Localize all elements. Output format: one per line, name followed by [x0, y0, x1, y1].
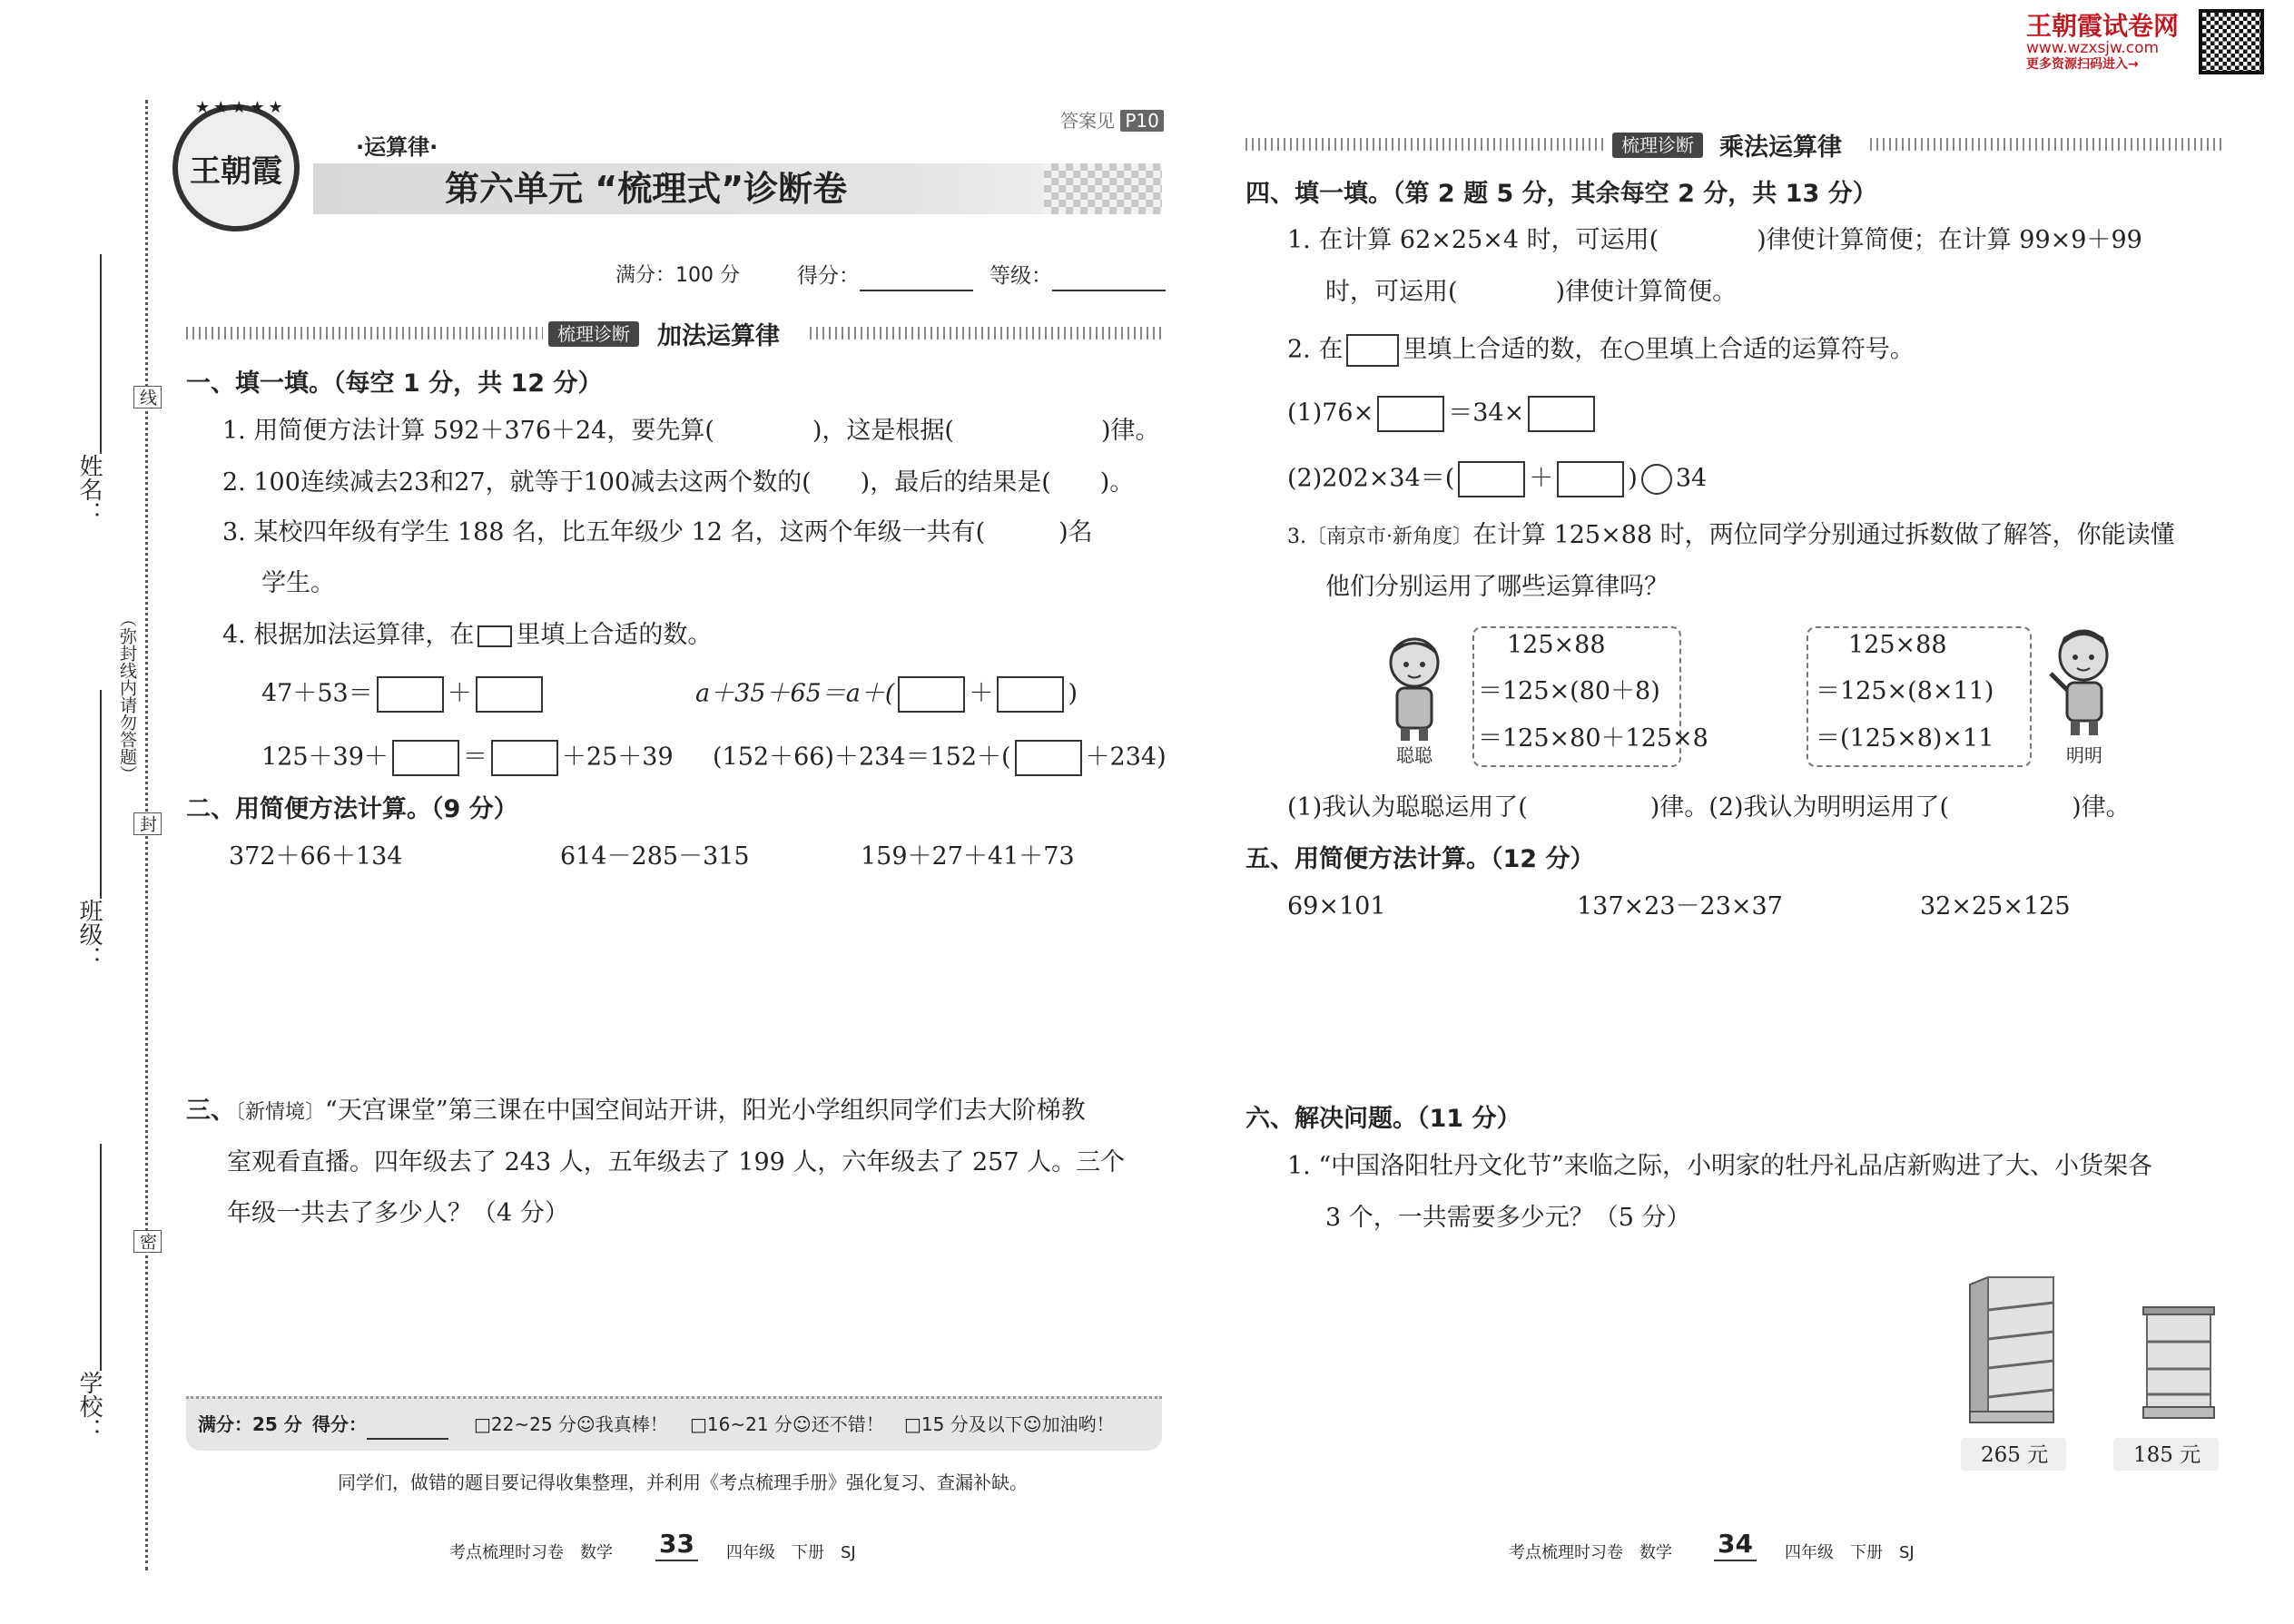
q1-item2: 2. 100连续减去23和27，就等于100减去这两个数的( )，最后的结果是( )。 — [222, 468, 1135, 497]
section-mul-rule-left — [1245, 138, 1607, 151]
answer-box[interactable] — [997, 676, 1064, 713]
class-underline — [100, 690, 102, 899]
name-underline — [100, 254, 102, 454]
answer-ref-label: 答案见 — [1060, 110, 1115, 132]
section-mul-tag: 梳理诊断 — [1612, 133, 1703, 158]
q2-expr1: 372＋66＋134 — [229, 842, 403, 871]
topic-label: ·运算律· — [356, 134, 438, 160]
smile-icon: ☺ — [576, 1413, 596, 1435]
page-title: 第六单元 “梳理式”诊断卷 — [445, 169, 848, 209]
small-shelf-image — [2138, 1305, 2220, 1422]
section-add-title: 加法运算律 — [657, 322, 780, 350]
grade-label: 等级： — [989, 264, 1052, 288]
smile-icon: ☺ — [792, 1413, 812, 1435]
q3-line2: 室观看直播。四年级去了 243 人，五年级去了 199 人，六年级去了 257 人。三个 — [227, 1148, 1126, 1176]
q4-title: 四、填一填。（第 2 题 5 分，其余每空 2 分，共 13 分） — [1245, 180, 1877, 208]
q5-expr2: 137×23－23×37 — [1577, 892, 1783, 920]
seal-notice: （弥封线内请勿答题） — [117, 610, 137, 782]
p2-a: (2)202×34＝( — [1287, 464, 1455, 493]
site-name: 王朝霞试卷网 — [2026, 11, 2180, 41]
congcong-label: 聪聪 — [1396, 744, 1433, 766]
answer-box[interactable] — [898, 676, 965, 713]
q1-item1: 1. 用简便方法计算 592＋376＋24，要先算( )，这是根据( )律。 — [222, 417, 1160, 445]
congcong-line2: ＝125×(80＋8) — [1478, 677, 1660, 705]
q1-item3-line2: 学生。 — [261, 569, 335, 597]
mingming-line2: ＝125×(8×11) — [1816, 677, 1994, 705]
answer-box[interactable] — [1458, 461, 1525, 497]
q2-title: 二、用简便方法计算。（9 分） — [186, 795, 518, 823]
full-score: 满分：100 分 — [615, 264, 740, 287]
bar-option3-text: 加油哟！ — [1041, 1413, 1115, 1435]
eq3-a: 125＋39＋ — [261, 743, 389, 772]
footer-left-page: 33 — [655, 1529, 698, 1561]
q4-item1-line2: 时，可运用( )律使计算简便。 — [1325, 278, 1738, 306]
eq2-a: a＋35＋65＝a＋( — [695, 679, 895, 708]
bar-score-label: 得分： — [312, 1413, 367, 1435]
large-shelf-price: 265 元 — [1981, 1443, 2049, 1467]
footer-left-grade: 四年级 下册 SJ — [726, 1543, 856, 1562]
school-label: 学校： — [75, 1371, 103, 1442]
bar-option1[interactable] — [474, 1409, 668, 1440]
bar-option2[interactable] — [690, 1409, 884, 1440]
boy-mingming-figure — [2047, 626, 2118, 740]
q6-line1: 1. “中国洛阳牡丹文化节”来临之际，小明家的牡丹礼品店新购进了大、小货架各 — [1287, 1152, 2152, 1180]
q3-tag: 〔新情境〕 — [235, 1101, 326, 1124]
bar-score-blank[interactable] — [367, 1418, 448, 1440]
q1-item4-post: 里填上合适的数。 — [516, 621, 713, 649]
section-mul-title: 乘法运算律 — [1719, 133, 1842, 162]
school-underline — [100, 1144, 102, 1371]
section-add-rule-left — [186, 327, 543, 340]
mingming-line3: ＝(125×8)×11 — [1816, 724, 1994, 753]
boy-congcong-figure — [1383, 635, 1446, 744]
bar-option3[interactable] — [904, 1409, 1115, 1440]
q6-line2: 3 个，一共需要多少元？（5 分） — [1325, 1204, 1691, 1232]
q1-eq1 — [261, 676, 546, 713]
q1-item4-pre: 4. 根据加法运算律，在 — [222, 621, 475, 649]
eq2-c: ) — [1068, 679, 1078, 708]
eq1-b: ＋ — [447, 679, 472, 708]
q4-item2-post: 里填上合适的数，在○里填上合适的运算符号。 — [1403, 335, 1915, 364]
score-label: 得分： — [797, 264, 860, 288]
bar-option2-range: □16~21 分 — [690, 1413, 793, 1435]
banner-checker — [1044, 163, 1162, 214]
review-tip: 同学们，做错的题目要记得收集整理，并利用《考点梳理手册》强化复习、查漏补缺。 — [338, 1471, 1028, 1493]
logo-text: 王朝霞 — [190, 153, 282, 190]
bar-option3-range: □15 分及以下 — [904, 1413, 1023, 1435]
answer-box[interactable] — [1377, 396, 1444, 432]
q4-item3-answer: (1)我认为聪聪运用了( )律。(2)我认为明明运用了( )律。 — [1287, 793, 2131, 822]
mingming-label: 明明 — [2066, 744, 2102, 766]
eq1-a: 47＋53＝ — [261, 679, 373, 708]
score-field[interactable] — [797, 261, 973, 291]
q3-line1 — [186, 1096, 1086, 1128]
q4-p2 — [1287, 461, 1707, 497]
congcong-line1: 125×88 — [1507, 631, 1606, 659]
seal-mark-line: 线 — [133, 386, 162, 408]
answer-box[interactable] — [392, 740, 459, 776]
q1-eq3 — [261, 740, 674, 776]
footer-right-book: 考点梳理时习卷 数学 — [1509, 1543, 1672, 1562]
smile-icon: ☺ — [1022, 1413, 1042, 1435]
eq2-b: ＋ — [969, 679, 994, 708]
small-shelf-price: 185 元 — [2133, 1443, 2201, 1467]
footer-left-book: 考点梳理时习卷 数学 — [449, 1543, 613, 1562]
eq3-c: ＋25＋39 — [561, 743, 674, 772]
q1-item4 — [222, 620, 712, 651]
score-blank[interactable] — [860, 264, 973, 291]
bar-option1-text: 我真棒！ — [595, 1413, 668, 1435]
eq4-a: (152＋66)＋234＝152＋( — [713, 743, 1011, 772]
q3-line3: 年级一共去了多少人？（4 分） — [227, 1199, 569, 1227]
answer-box[interactable] — [1015, 740, 1082, 776]
grade-field[interactable] — [989, 261, 1166, 291]
brand-logo — [172, 104, 300, 231]
seal-mark-secret: 密 — [133, 1230, 162, 1253]
q5-title: 五、用简便方法计算。（12 分） — [1245, 845, 1595, 873]
q4-p1 — [1287, 396, 1599, 432]
operator-circle[interactable] — [1641, 464, 1672, 495]
answer-box[interactable] — [1528, 396, 1595, 432]
eq4-b: ＋234) — [1085, 743, 1167, 772]
q1-eq2 — [695, 676, 1078, 713]
q1-item3-line1: 3. 某校四年级有学生 188 名，比五年级少 12 名，这两个年级一共有( )名 — [222, 518, 1093, 546]
answer-box[interactable] — [377, 676, 444, 713]
answer-box[interactable] — [476, 676, 543, 713]
p1-a: (1)76× — [1287, 399, 1374, 428]
congcong-line3: ＝125×80＋125×8 — [1478, 724, 1708, 753]
bar-option1-range: □22~25 分 — [474, 1413, 576, 1435]
example-box — [478, 625, 512, 647]
mingming-line1: 125×88 — [1848, 631, 1947, 659]
q3-prefix: 三、 — [186, 1097, 235, 1125]
q4-item2-pre: 2. 在 — [1287, 335, 1344, 364]
section-add-tag: 梳理诊断 — [548, 321, 639, 347]
site-hint: 更多资源扫码进入→ — [2026, 57, 2139, 72]
answer-box[interactable] — [491, 740, 558, 776]
grade-blank[interactable] — [1052, 264, 1166, 291]
q4-item3-text: 在计算 125×88 时，两位同学分别通过拆数做了解答，你能读懂 — [1472, 521, 2175, 549]
bar-score[interactable] — [312, 1409, 448, 1440]
large-shelf-image — [1961, 1275, 2061, 1425]
footer-right-page: 34 — [1714, 1529, 1757, 1561]
q1-eq4 — [713, 740, 1167, 776]
q4-item3-line1 — [1287, 520, 2175, 553]
site-url: www.wzxsjw.com — [2026, 39, 2160, 57]
p2-c: ) — [1628, 464, 1638, 493]
section-add-rule-right — [810, 327, 1162, 340]
p2-b: ＋ — [1529, 464, 1554, 493]
q1-title: 一、填一填。（每空 1 分，共 12 分） — [186, 369, 603, 398]
answer-box[interactable] — [1557, 461, 1624, 497]
footer-right-grade: 四年级 下册 SJ — [1785, 1543, 1915, 1562]
q6-title: 六、解决问题。（11 分） — [1245, 1105, 1521, 1133]
logo-stars: ★★★★★ — [195, 98, 287, 117]
example-box — [1346, 334, 1399, 367]
q2-expr3: 159＋27＋41＋73 — [861, 842, 1075, 871]
binding-dotted-line — [145, 100, 148, 1570]
answer-ref-page: P10 — [1120, 110, 1164, 132]
q5-expr1: 69×101 — [1287, 892, 1386, 920]
q4-item2 — [1287, 334, 1915, 367]
bar-option2-text: 还不错！ — [811, 1413, 884, 1435]
q4-item1-line1: 1. 在计算 62×25×4 时，可运用( )律使计算简便；在计算 99×9＋99 — [1287, 226, 2142, 254]
section-mul-rule-right — [1870, 138, 2224, 151]
q4-item3-line2: 他们分别运用了哪些运算律吗？ — [1325, 573, 1669, 601]
p1-b: ＝34× — [1448, 399, 1525, 428]
eq3-b: ＝ — [462, 743, 487, 772]
bar-full-score: 满分：25 分 — [198, 1413, 302, 1435]
q4-item3-tag: 3.〔南京市·新角度〕 — [1287, 526, 1472, 548]
class-label: 班级： — [75, 899, 103, 969]
qr-code-icon[interactable] — [2199, 9, 2264, 74]
seal-mark-seal: 封 — [133, 812, 162, 835]
answer-ref — [1060, 105, 1164, 136]
p2-d: 34 — [1675, 464, 1708, 493]
q3-text1: “天宫课堂”第三课在中国空间站开讲，阳光小学组织同学们去大阶梯教 — [325, 1097, 1086, 1125]
q5-expr3: 32×25×125 — [1920, 892, 2071, 920]
q2-expr2: 614－285－315 — [560, 842, 750, 871]
name-label: 姓名： — [75, 454, 103, 525]
